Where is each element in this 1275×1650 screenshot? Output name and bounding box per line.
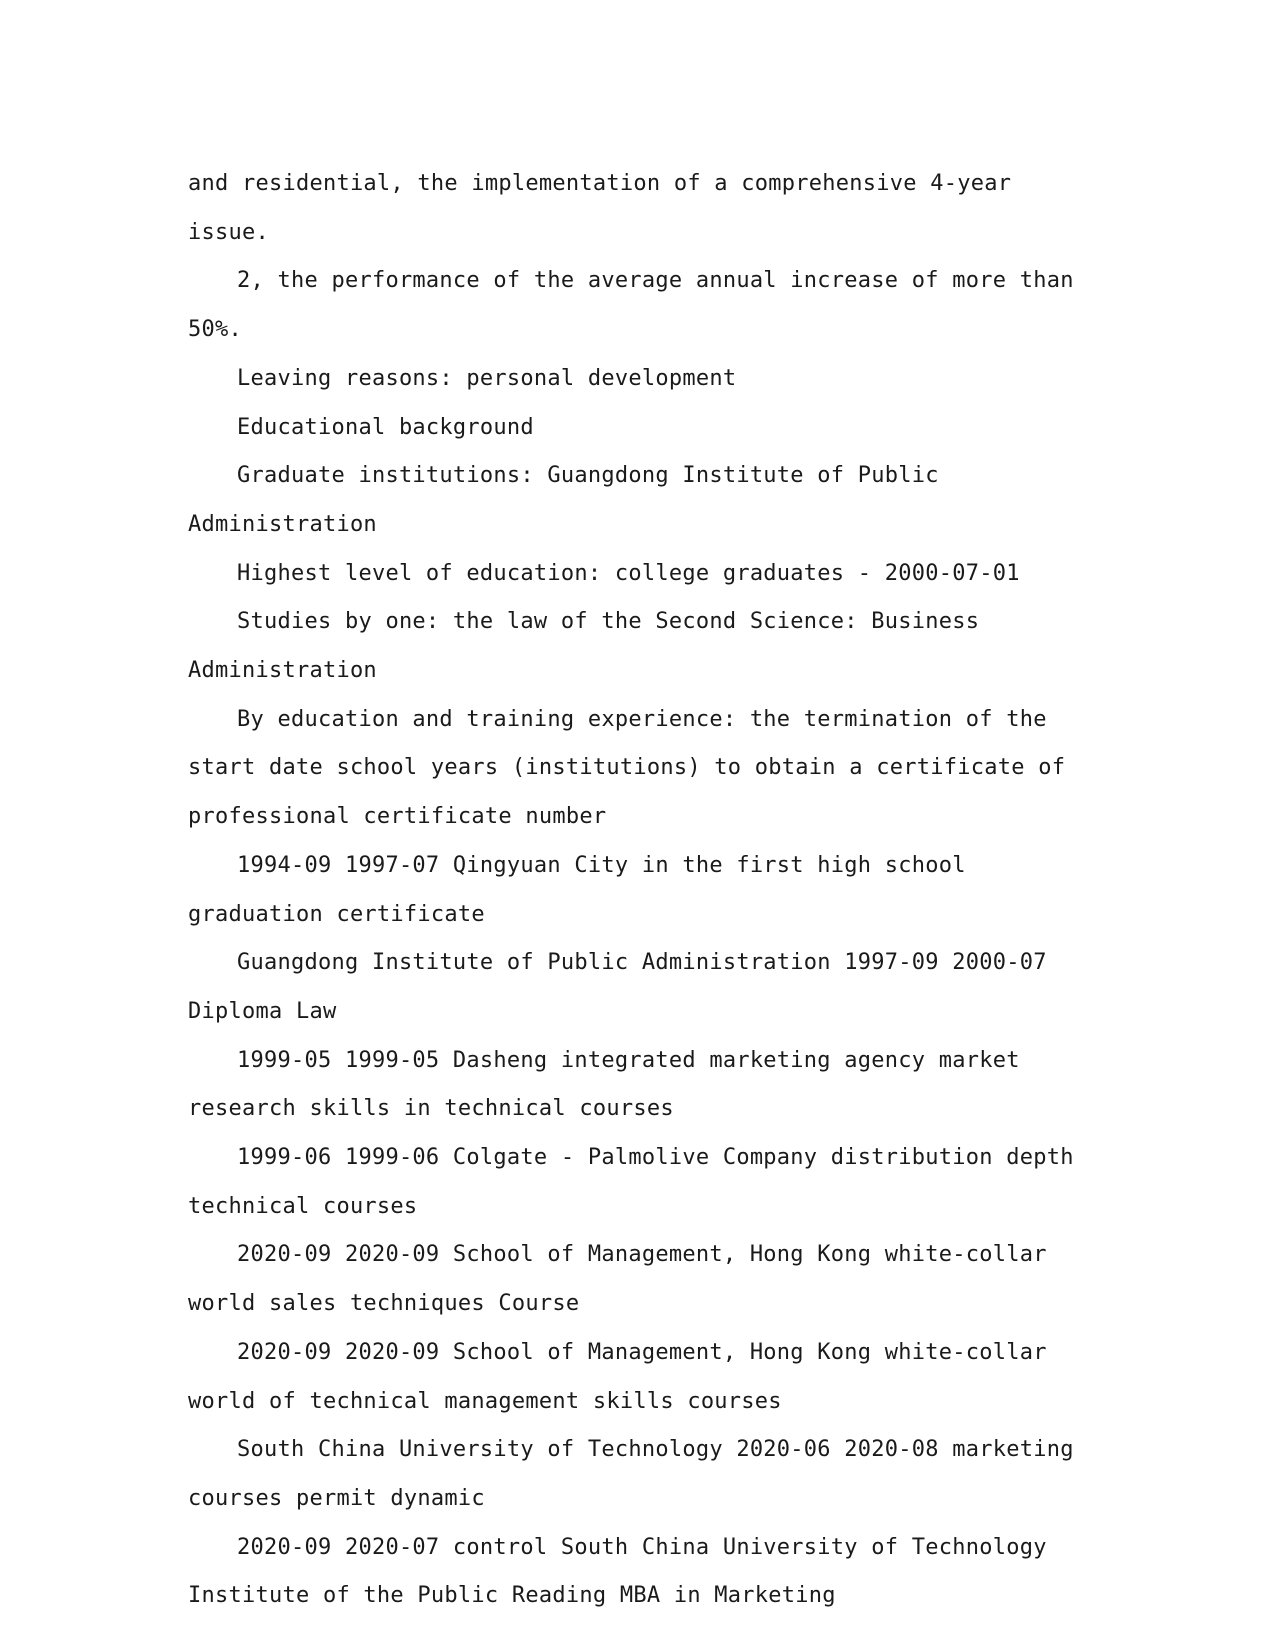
paragraph-1: and residential, the implementation of a comprehensive 4-year issue. bbox=[188, 171, 1012, 245]
paragraph-8: By education and training experience: the termination of the start date school years (institutions) to obtain a certificate of professional certificate number bbox=[188, 706, 1066, 830]
paragraph-13: 2020-09 2020-09 School of Management, Hong Kong white-collar world sales techniques Course bbox=[188, 1242, 1047, 1317]
paragraph-9: 1994-09 1997-07 Qingyuan City in the first high school graduation certificate bbox=[188, 852, 966, 927]
paragraph-11: 1999-05 1999-05 Dasheng integrated marketing agency market research skills in technical courses bbox=[188, 1047, 1020, 1122]
paragraph-6: Highest level of education: college graduates - 2000-07-01 bbox=[237, 560, 1020, 586]
paragraph-5: Graduate institutions: Guangdong Institute of Public Administration bbox=[188, 463, 939, 537]
paragraph-16: 2020-09 2020-07 control South China University of Technology Institute of the Public Reading MBA in Marketing bbox=[188, 1534, 1047, 1609]
paragraph-15: South China University of Technology 2020-06 2020-08 marketing courses permit dynamic bbox=[188, 1437, 1074, 1511]
paragraph-2: 2, the performance of the average annual increase of more than 50%. bbox=[188, 268, 1074, 343]
paragraph-10: Guangdong Institute of Public Administration 1997-09 2000-07 Diploma Law bbox=[188, 950, 1047, 1024]
paragraph-12: 1999-06 1999-06 Colgate - Palmolive Company distribution depth technical courses bbox=[188, 1145, 1074, 1219]
section-heading-education: Educational background bbox=[237, 414, 534, 440]
paragraph-7: Studies by one: the law of the Second Science: Business Administration bbox=[188, 609, 980, 684]
document-body bbox=[188, 160, 1088, 1621]
paragraph-14: 2020-09 2020-09 School of Management, Hong Kong white-collar world of technical management skills courses bbox=[188, 1339, 1047, 1414]
paragraph-3: Leaving reasons: personal development bbox=[237, 365, 737, 391]
